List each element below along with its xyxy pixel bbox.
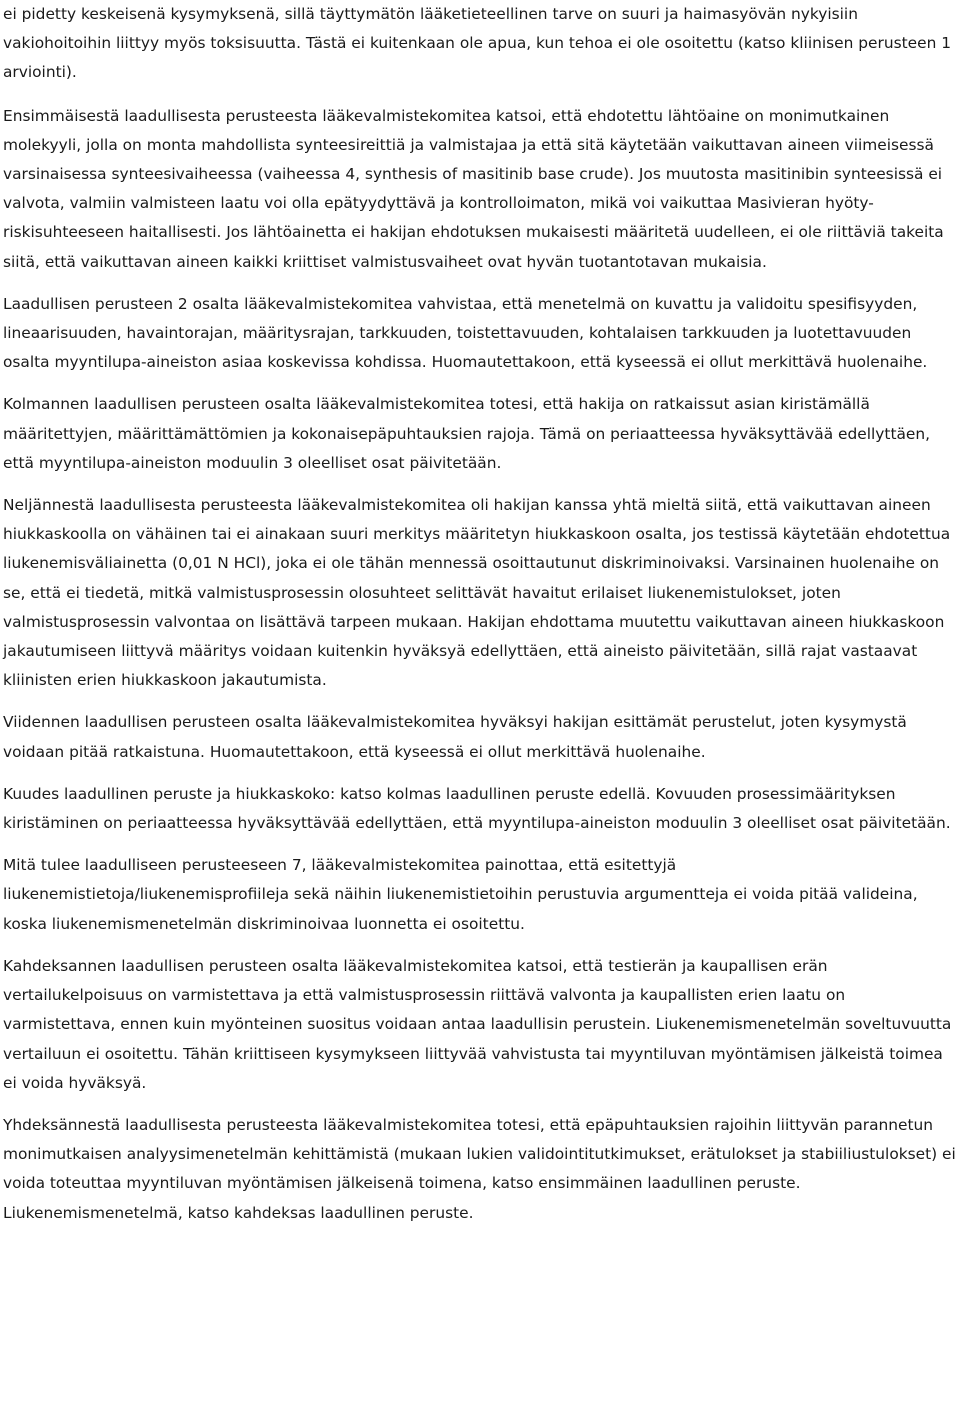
paragraph-10: Yhdeksännestä laadullisesta perusteesta lääkevalmistekomitea totesi, että epäpuhtauksien rajoihin liittyvän parannetun monimutkaisen analyysimenetelmän kehittämistä (mukaan lukien validointitutkimukset, erätulokset ja stabiiliustulokset) ei voida toteuttaa myyntiluvan myöntämisen jälkeisenä toimena, katso ensimmäinen laadullinen peruste. Liukenemismenetelmä, katso kahdeksas laadullinen peruste. — [3, 1115, 956, 1222]
paragraph-6: Viidennen laadullisen perusteen osalta lääkevalmistekomitea hyväksyi hakijan esittämät perustelut, joten kysymystä voidaan pitää ratkaistuna. Huomautettakoon, että kyseessä ei ollut merkittävä huolenaihe. — [3, 713, 907, 761]
paragraph-5: Neljännestä laadullisesta perusteesta lääkevalmistekomitea oli hakijan kanssa yhtä mieltä siitä, että vaikuttavan aineen hiukkaskoolla on vähäinen tai ei ainakaan suuri merkitys määritetyn hiukkaskoon osalta, jos testissä käytetään ehdotettua liukenemisväliainetta (0,01 N HCl), joka ei ole tähän mennessä osoittautunut diskriminoivaksi. Varsinainen huolenaihe on se, että ei tiedetä, mitkä valmistusprosessin olosuhteet selittävät havaitut erilaiset liukenemistulokset, joten valmistusprosessin valvontaa on lisättävä tarpeen mukaan. Hakijan ehdottama muutettu vaikuttavan aineen hiukkaskoon jakautumiseen liittyvä määritys voidaan kuitenkin hyväksyä edellyttäen, että aineisto päivitetään, sillä rajat vastaavat kliinisten erien hiukkaskoon jakautumista. — [3, 496, 951, 690]
paragraph-3: Laadullisen perusteen 2 osalta lääkevalmistekomitea vahvistaa, että menetelmä on kuvattu ja validoitu spesifisyyden, lineaarisuuden, havaintorajan, määritysrajan, tarkkuuden, toistettavuuden, kohtalaisen tarkkuuden ja luotettavuuden osalta myyntilupa-aineiston asiaa koskevissa kohdissa. Huomautettakoon, että kyseessä ei ollut merkittävä huolenaihe. — [3, 294, 928, 372]
paragraph-2: Ensimmäisestä laadullisesta perusteesta lääkevalmistekomitea katsoi, että ehdotettu lähtöaine on monimutkainen molekyyli, jolla on monta mahdollista synteesireittiä ja valmistajaa ja että sitä käytetään vaikuttavan aineen viimeisessä varsinaisessa synteesivaiheessa (vaiheessa 4, synthesis of masitinib base crude). Jos muutosta masitinibin synteesissä ei valvota, valmiin valmisteen laatu voi olla epätyydyttävä ja kontrolloimaton, mikä voi vaikuttaa Masivieran hyöty-riskisuhteeseen haitallisesti. Jos lähtöainetta ei hakijan ehdotuksen mukaisesti määritetä uudelleen, ei ole riittäviä takeita siitä, että vaikuttavan aineen kaikki kriittiset valmistusvaiheet ovat hyvän tuotantotavan mukaisia. — [3, 106, 944, 271]
paragraph-8: Mitä tulee laadulliseen perusteeseen 7, lääkevalmistekomitea painottaa, että esitettyjä liukenemistietoja/liukenemisprofiileja sekä näihin liukenemistietoihin perustuvia argumentteja ei voida pitää valideina, koska liukenemismenetelmän diskriminoivaa luonnetta ei osoitettu. — [3, 856, 918, 933]
document-body — [3, 0, 957, 1241]
paragraph-7: Kuudes laadullinen peruste ja hiukkaskoko: katso kolmas laadullinen peruste edellä. Kovuuden prosessimäärityksen kiristäminen on periaatteessa hyväksyttävää edellyttäen, että myyntilupa-aineiston moduulin 3 oleelliset osat päivitetään. — [3, 784, 951, 833]
paragraph-4: Kolmannen laadullisen perusteen osalta lääkevalmistekomitea totesi, että hakija on ratkaissut asian kiristämällä määritettyjen, määrittämättömien ja kokonaisepäpuhtauksien rajoja. Tämä on periaatteessa hyväksyttävää edellyttäen, että myyntilupa-aineiston moduulin 3 oleelliset osat päivitetään. — [3, 395, 931, 472]
paragraph-9: Kahdeksannen laadullisen perusteen osalta lääkevalmistekomitea katsoi, että testierän ja kaupallisen erän vertailukelpoisuus on varmistettava ja että valmistusprosessin riittävä valvonta ja kaupallisten erien laatu on varmistettava, ennen kuin myönteinen suositus voidaan antaa laadullisin perustein. Liukenemismenetelmän soveltuvuutta vertailuun ei osoitettu. Tähän kriittiseen kysymykseen liittyvää vahvistusta tai myyntiluvan myöntämisen jälkeistä toimea ei voida hyväksyä. — [3, 956, 952, 1092]
paragraph-1: ei pidetty keskeisenä kysymyksenä, sillä täyttymätön lääketieteellinen tarve on suuri ja haimasyövän nykyisiin vakiohoitoihin liittyy myös toksisuutta. Tästä ei kuitenkaan ole apua, kun tehoa ei ole osoitettu (katso kliinisen perusteen 1 arviointi). — [3, 5, 952, 82]
